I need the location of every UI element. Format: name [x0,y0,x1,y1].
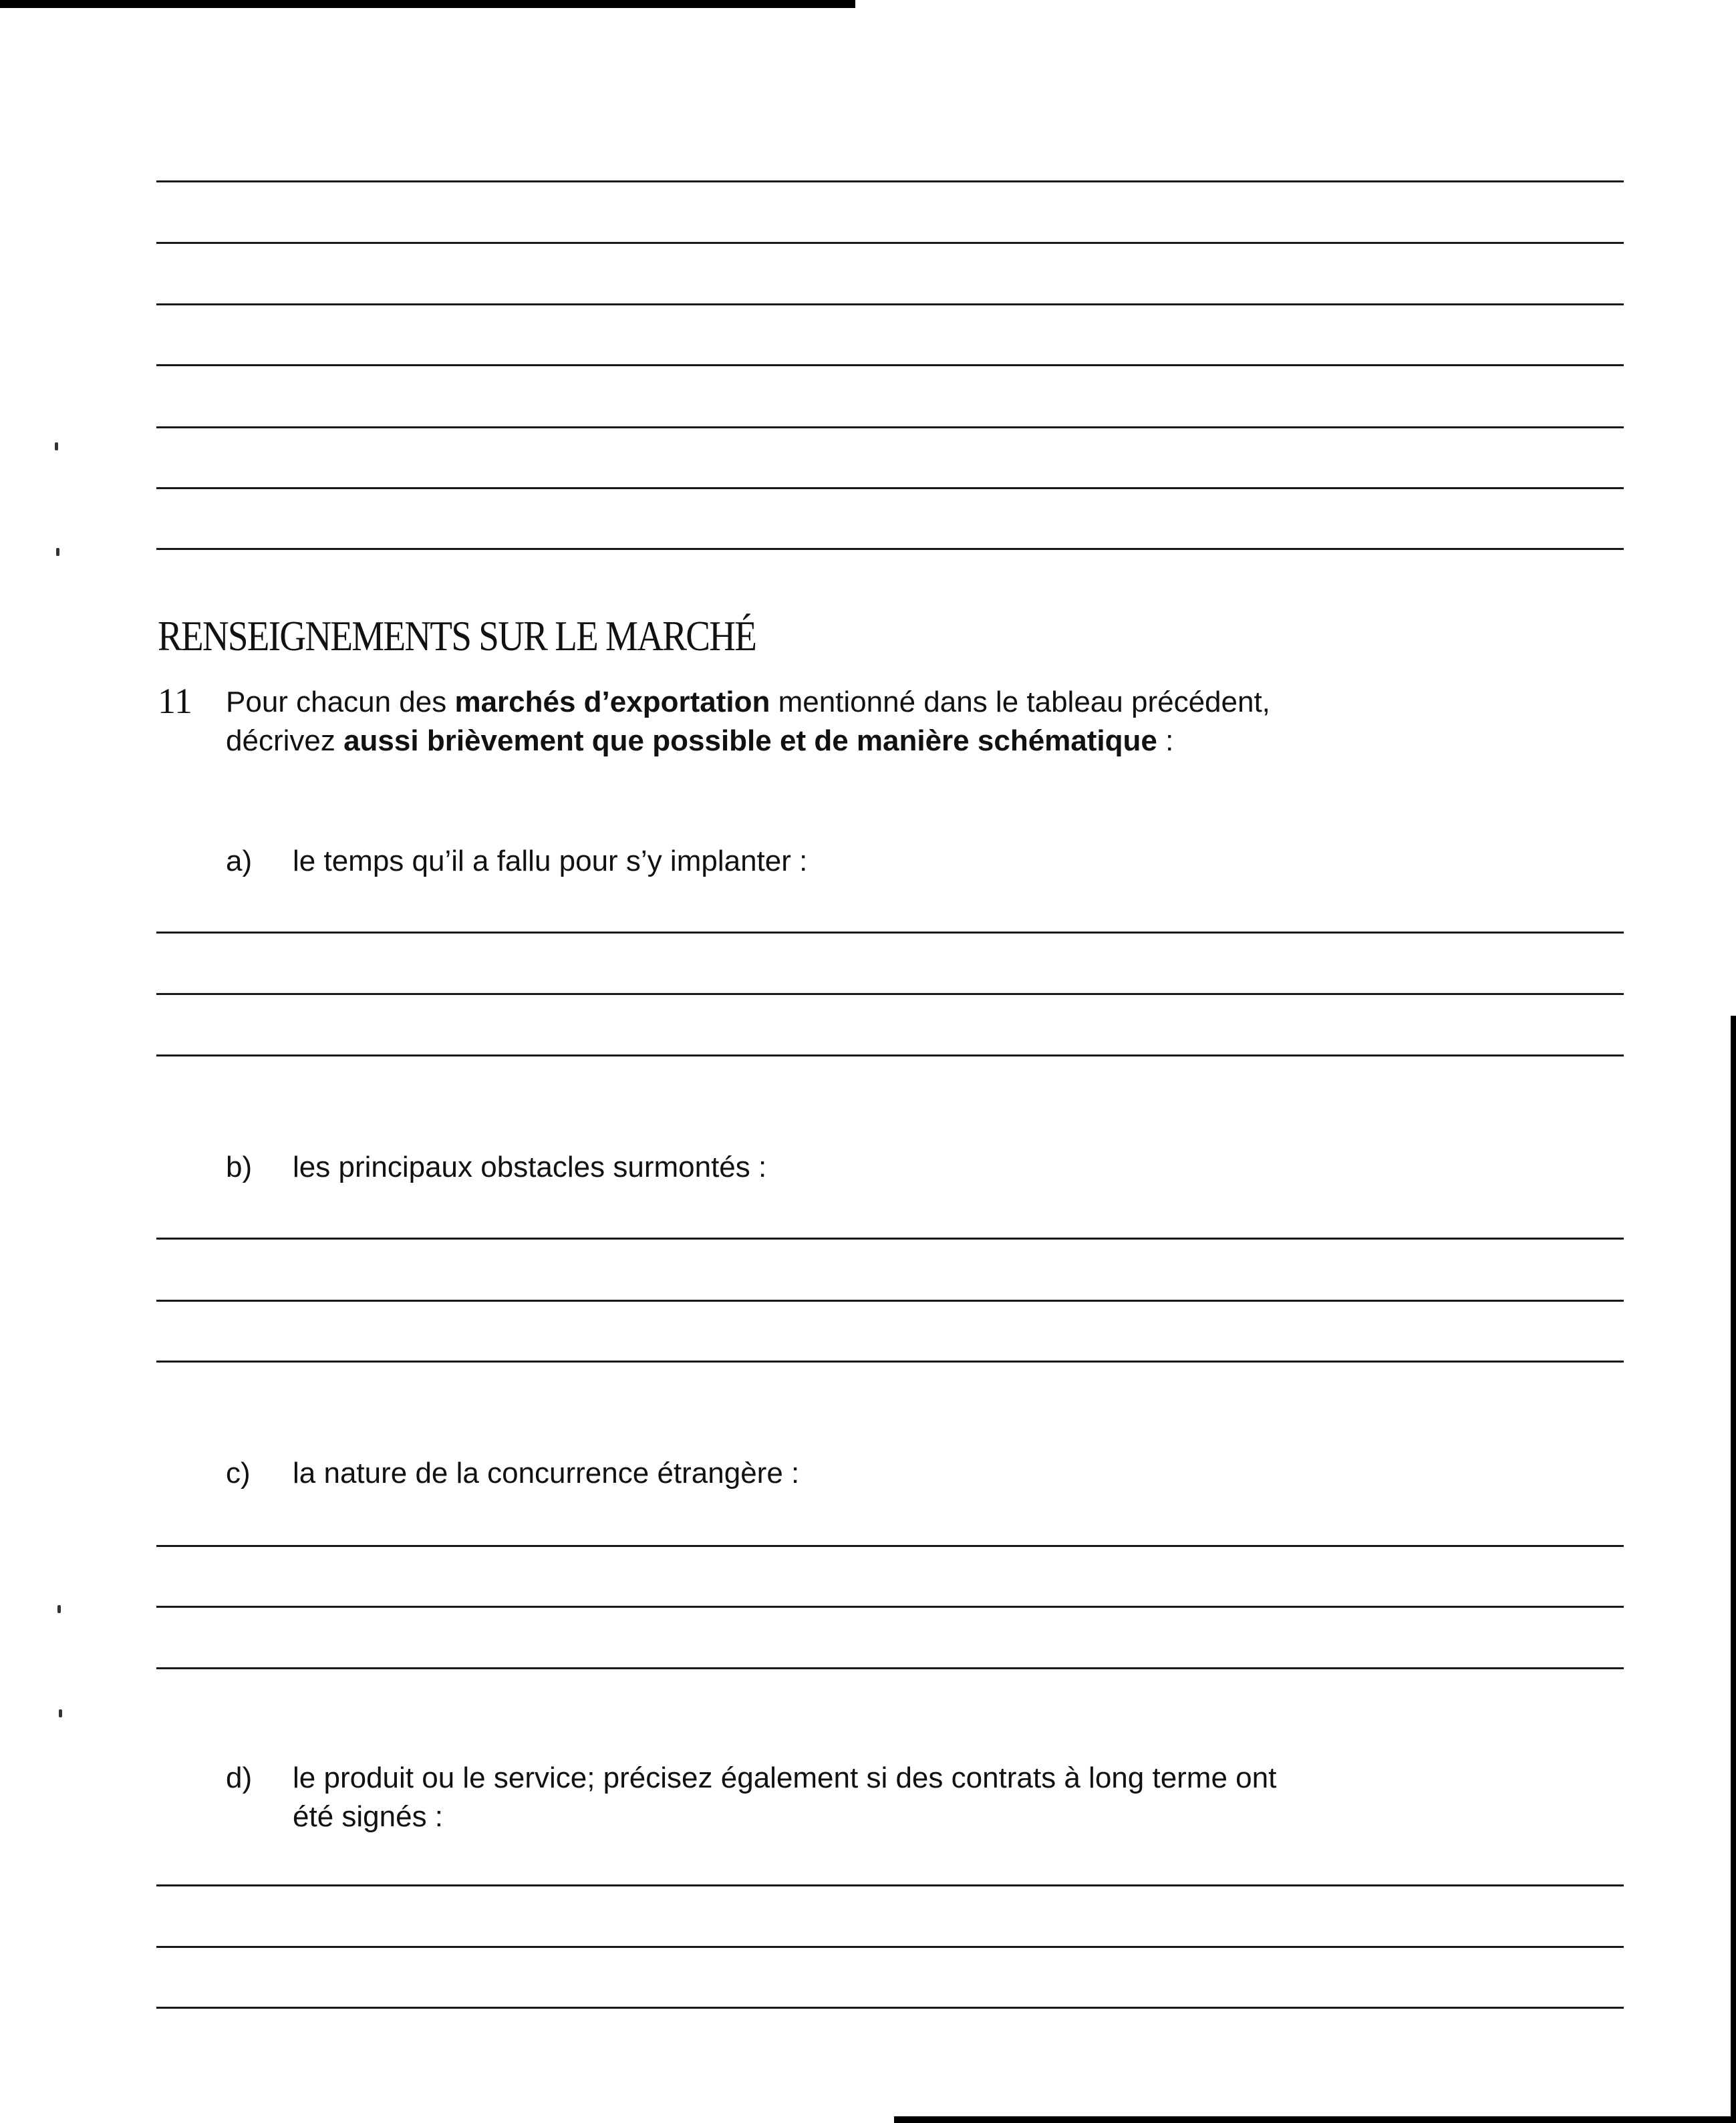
answer-line[interactable] [156,364,1624,366]
scan-speck [56,548,59,556]
answer-line[interactable] [156,303,1624,305]
item-label: la nature de la concurrence étrangère : [293,1457,800,1490]
question-text [226,683,1549,760]
answer-line-a[interactable] [156,1054,1624,1056]
scan-edge-right [1731,1016,1736,2123]
answer-line[interactable] [156,242,1624,244]
question-text-part: Pour chacun des [226,686,455,718]
answer-line-c[interactable] [156,1667,1624,1669]
scan-speck [55,442,58,450]
item-letter: a) [226,845,253,877]
answer-line[interactable] [156,180,1624,182]
answer-line[interactable] [156,487,1624,489]
item-letter: b) [226,1151,253,1183]
item-label-line: le produit ou le service; précisez également si des contrats à long terme ont [293,1761,1277,1794]
question-text-part: décrivez [226,724,344,757]
item-letter: c) [226,1457,251,1490]
question-text-part: : [1157,724,1174,757]
question-text-bold: marchés d’exportation [454,686,770,718]
answer-line-d[interactable] [156,1946,1624,1948]
question-text-bold: aussi brièvement que possible et de manière schématique [343,724,1157,757]
answer-line[interactable] [156,426,1624,428]
question-text-part: mentionné dans le tableau précédent, [770,686,1270,718]
answer-line-a[interactable] [156,932,1624,934]
answer-line-a[interactable] [156,993,1624,995]
answer-line-c[interactable] [156,1606,1624,1608]
answer-line-b[interactable] [156,1361,1624,1363]
item-label: le temps qu’il a fallu pour s’y implanter : [293,845,808,877]
scan-edge-top [0,0,855,8]
scan-speck [59,1709,62,1717]
item-letter: d) [226,1761,253,1794]
item-label: les principaux obstacles surmontés : [293,1151,767,1183]
item-label [293,1759,1589,1836]
scan-edge-bottom [894,2116,1736,2123]
section-title: RENSEIGNEMENTS SUR LE MARCHÉ [158,612,756,660]
answer-line[interactable] [156,548,1624,550]
question-number: 11 [158,681,192,721]
item-label-line: été signés : [293,1800,444,1833]
answer-line-b[interactable] [156,1238,1624,1240]
scan-speck [57,1605,61,1613]
answer-line-b[interactable] [156,1300,1624,1302]
answer-line-d[interactable] [156,1884,1624,1886]
answer-line-c[interactable] [156,1545,1624,1547]
answer-line-d[interactable] [156,2007,1624,2009]
